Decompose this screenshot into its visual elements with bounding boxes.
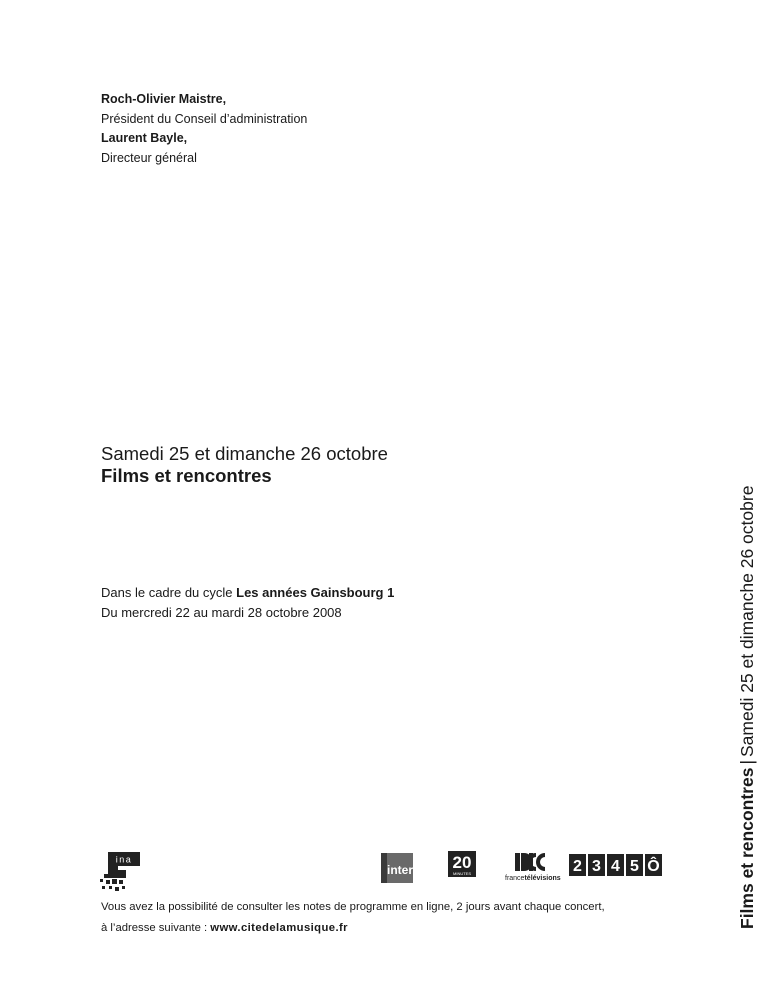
channel-numbers-logo — [569, 854, 663, 876]
footer-note — [101, 897, 701, 939]
footer-line-1: Vous avez la possibilité de consulter les notes de programme en ligne, 2 jours avant chaque concert, — [101, 901, 605, 913]
footer-line-2 — [101, 918, 701, 939]
credit-name-1: Roch-Olivier Maistre, — [101, 92, 227, 106]
ftv-text-bold: télévisions — [524, 875, 561, 882]
footer-line-2-prefix: à l’adresse suivante : — [101, 922, 211, 934]
ina-logo-text: ina — [115, 854, 133, 865]
20-minutes-logo-sub: MINUTES — [453, 871, 471, 876]
channel-o: Ô — [647, 858, 660, 875]
cycle-line — [101, 583, 394, 603]
svg-text:francetélévisions — [505, 875, 561, 882]
france-televisions-logo — [505, 853, 567, 883]
side-title-separator: | — [737, 760, 757, 765]
side-title — [736, 486, 758, 929]
credit-role-1: Président du Conseil d’administration — [101, 111, 308, 126]
20-minutes-logo-number: 20 — [452, 853, 472, 872]
channel-4: 4 — [611, 858, 620, 875]
channel-5: 5 — [630, 858, 639, 875]
cycle-dates: Du mercredi 22 au mardi 28 octobre 2008 — [101, 604, 342, 620]
cycle-prefix: Dans le cadre du cycle — [101, 585, 237, 600]
side-title-date: Samedi 25 et dimanche 26 octobre — [737, 485, 757, 757]
event-heading — [101, 443, 388, 487]
credit-role-2: Directeur général — [101, 150, 197, 165]
side-title-main: Films et rencontres — [737, 767, 757, 929]
cycle-info — [101, 583, 394, 622]
channel-3: 3 — [592, 858, 601, 875]
ina-logo — [100, 852, 144, 894]
channel-2: 2 — [573, 858, 582, 875]
france-inter-logo — [381, 853, 413, 883]
website-link[interactable]: www.citedelamusique.fr — [210, 922, 348, 934]
credits-block — [101, 90, 307, 168]
cycle-name: Les années Gainsbourg 1 — [236, 585, 395, 600]
20-minutes-logo — [448, 851, 476, 877]
event-date: Samedi 25 et dimanche 26 octobre — [101, 443, 388, 464]
ftv-text-light: france — [505, 875, 525, 882]
france-inter-logo-text: inter — [386, 863, 413, 877]
credit-name-2: Laurent Bayle, — [101, 131, 188, 145]
event-title: Films et rencontres — [101, 465, 272, 486]
